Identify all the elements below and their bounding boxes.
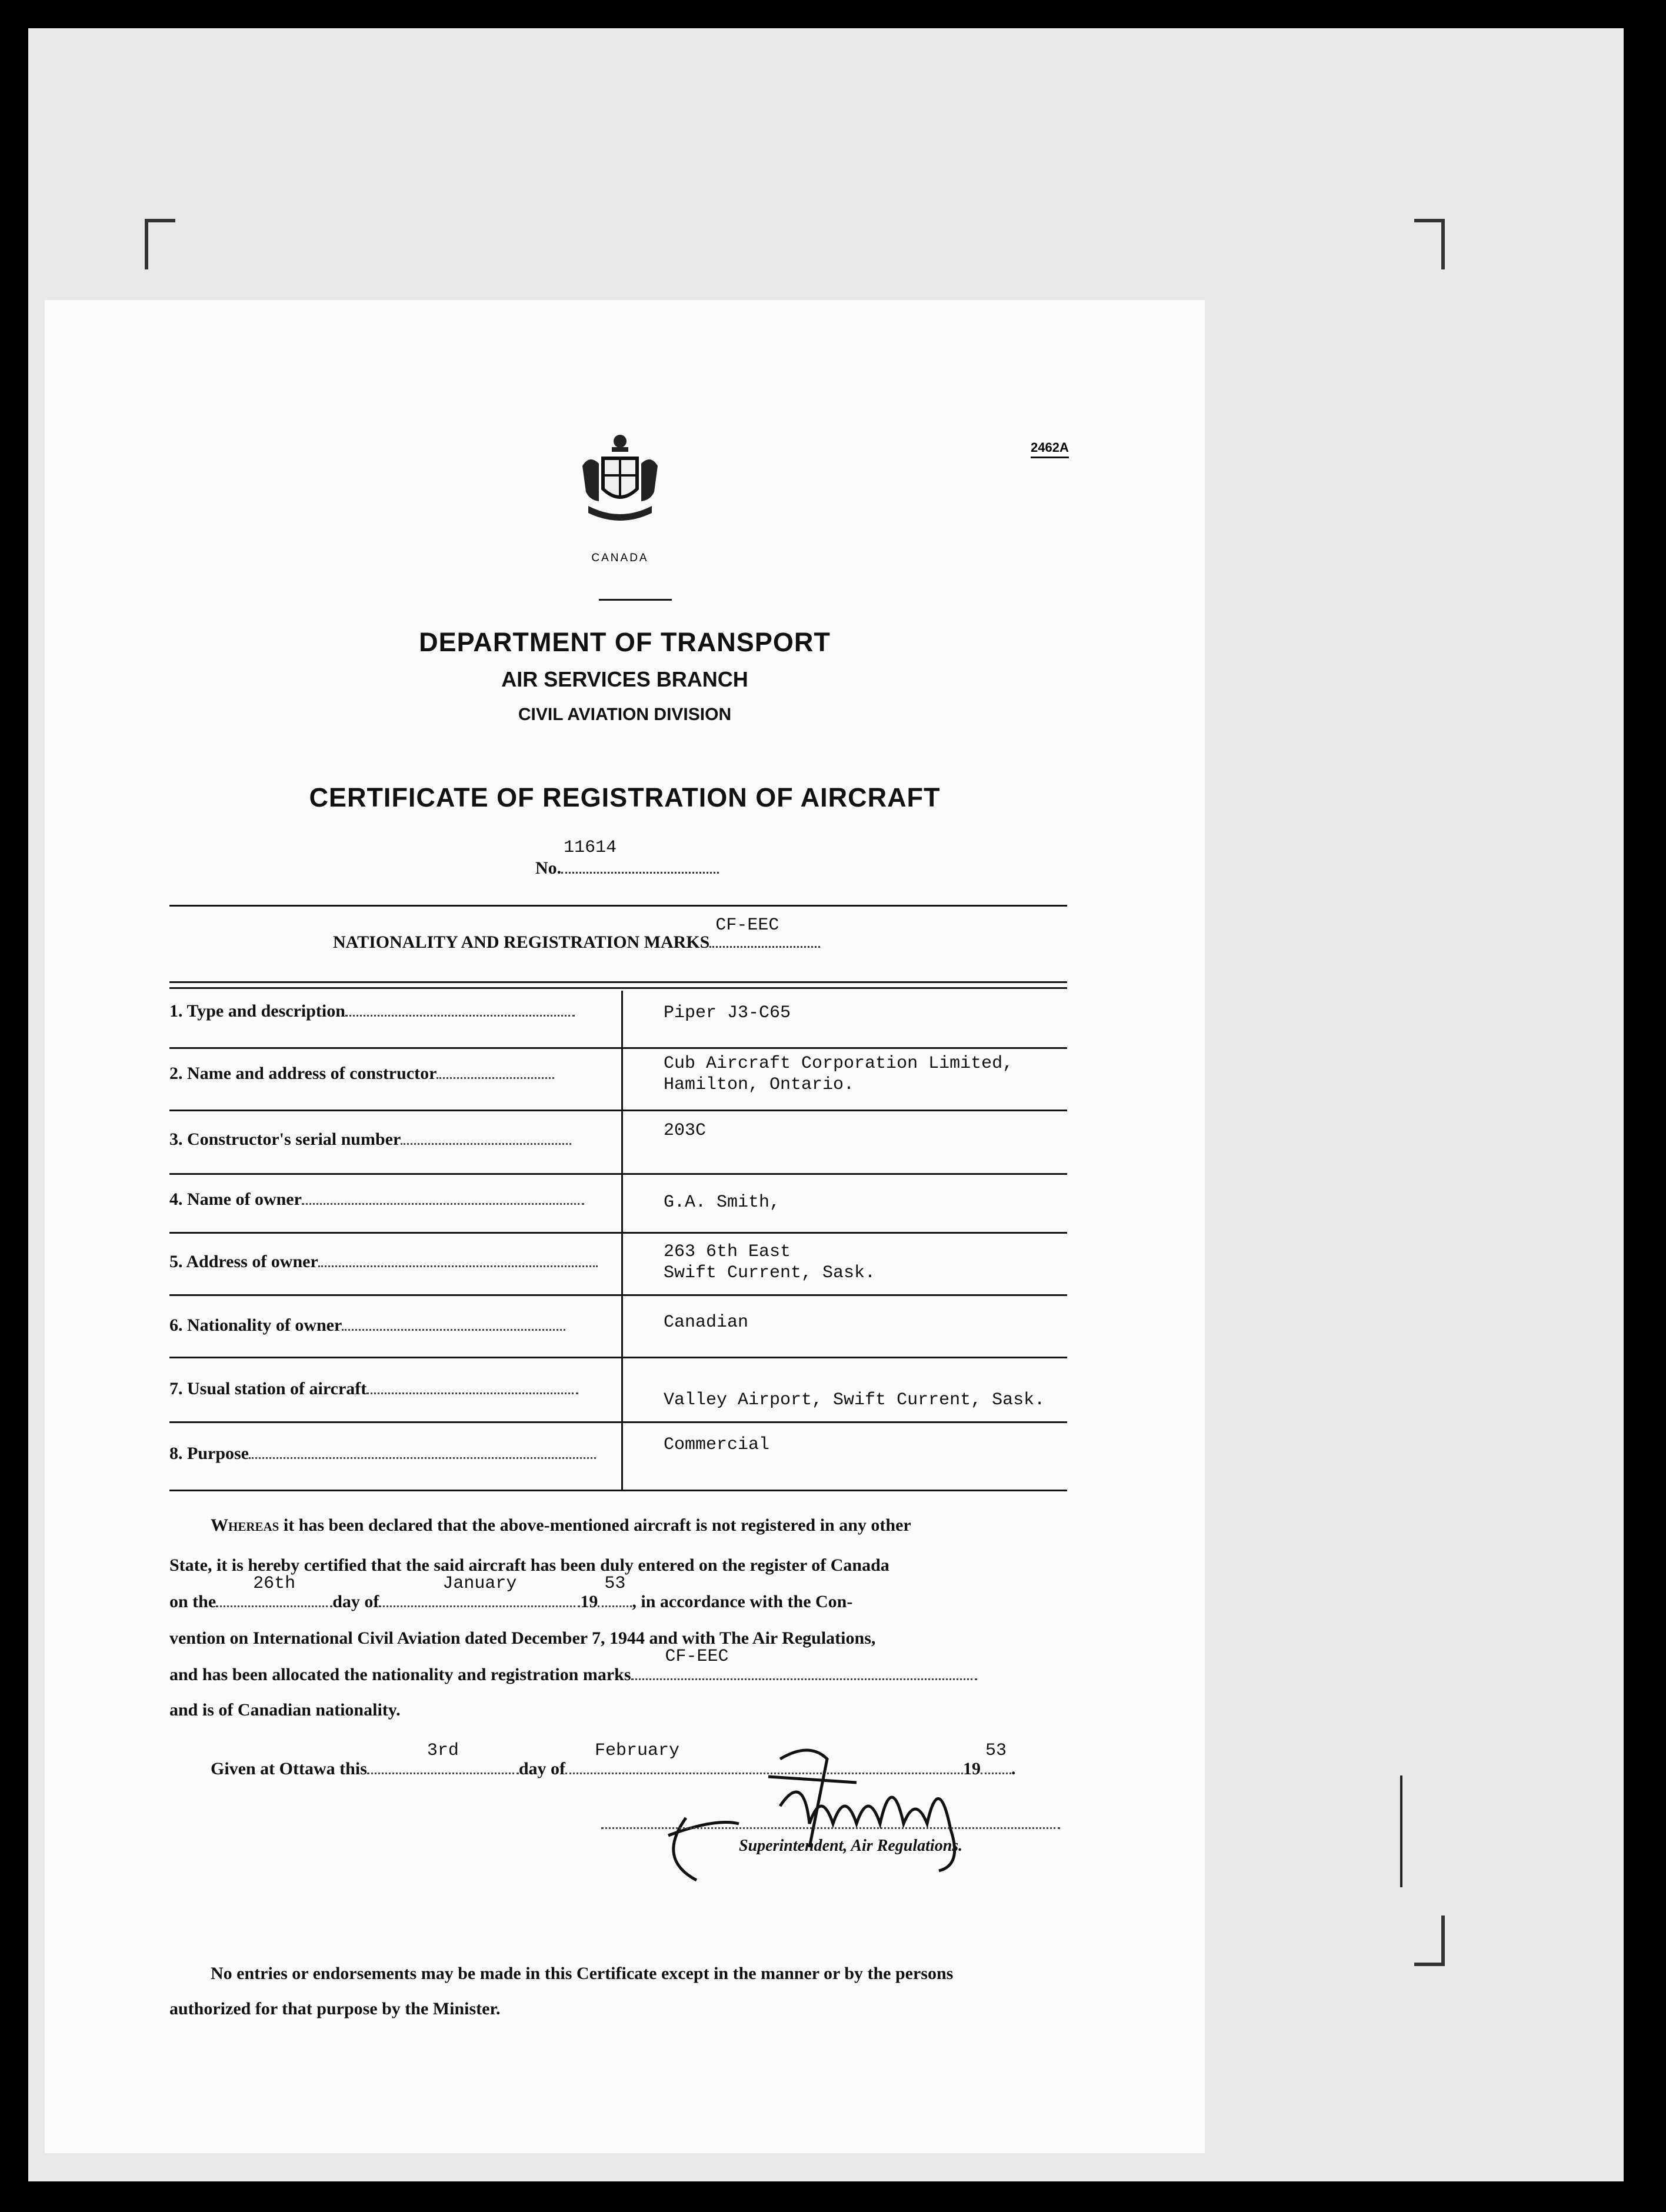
- given-day: 3rd: [427, 1741, 459, 1761]
- declaration-text: it has been declared that the above-mentioned aircraft is not registered in any other: [283, 1515, 911, 1535]
- row-value: Canadian: [664, 1312, 749, 1332]
- rule: [169, 1047, 1067, 1049]
- declaration-line-2: State, it is hereby certified that the said aircraft has been duly entered on the register of Canada: [169, 1555, 889, 1575]
- rule: [169, 905, 1067, 907]
- registered-year: 53: [604, 1574, 626, 1594]
- handwritten-signature: [633, 1735, 1009, 1883]
- declaration-line-3: [169, 1574, 853, 1612]
- signature-line: [601, 1827, 1060, 1829]
- row-value: Commercial: [664, 1435, 770, 1455]
- row-value: 263 6th East Swift Current, Sask.: [664, 1242, 876, 1283]
- row-value: Valley Airport, Swift Current, Sask.: [664, 1390, 1045, 1410]
- row-value: 203C: [664, 1121, 707, 1141]
- declaration-line-6: and is of Canadian nationality.: [169, 1700, 401, 1720]
- year-prefix: 19: [963, 1759, 981, 1778]
- table-row: [169, 1190, 584, 1210]
- row-label: 1. Type and description: [169, 1001, 345, 1021]
- given-year: 53: [985, 1741, 1007, 1761]
- footer-note-line-2: authorized for that purpose by the Minister.: [169, 1999, 501, 2018]
- coat-of-arms-icon: [578, 431, 662, 529]
- table-row: [169, 1001, 575, 1021]
- certificate-page: [45, 300, 1205, 2153]
- table-row: [169, 1315, 565, 1335]
- rule: [169, 1357, 1067, 1358]
- registered-day: 26th: [253, 1574, 296, 1594]
- footer-note-line-1: No entries or endorsements may be made in this Certificate except in the manner or by the persons: [211, 1964, 954, 1983]
- declaration-line-4: vention on International Civil Aviation dated December 7, 1944 and with The Air Regulations,: [169, 1628, 876, 1648]
- table-row: [169, 1252, 598, 1272]
- nationality-marks-value: CF-EEC: [715, 915, 779, 935]
- rule: [169, 1421, 1067, 1423]
- scan-mark: [1400, 1775, 1402, 1887]
- given-month: February: [595, 1741, 680, 1761]
- certificate-number: [535, 838, 719, 878]
- country-label: CANADA: [591, 552, 649, 564]
- table-row: [169, 1444, 596, 1464]
- table-column-divider: [621, 991, 623, 1490]
- declaration-line-5: [169, 1647, 977, 1685]
- row-label: 3. Constructor's serial number: [169, 1130, 401, 1149]
- table-bottom-rule: [169, 1490, 1067, 1491]
- row-value: Cub Aircraft Corporation Limited, Hamilton, Ontario.: [664, 1054, 1014, 1095]
- allocated-marks: CF-EEC: [665, 1647, 729, 1667]
- day-of-label: day of: [518, 1759, 566, 1778]
- day-of-label: day of: [332, 1592, 379, 1611]
- signatory-title: Superintendent, Air Regulations.: [739, 1837, 963, 1855]
- rule: [169, 1232, 1067, 1234]
- on-the-label: on the: [169, 1592, 216, 1611]
- rule: [169, 1173, 1067, 1175]
- divider: [599, 599, 672, 601]
- declaration-text: and has been allocated the nationality and registration marks: [169, 1665, 631, 1684]
- table-row: [169, 1064, 554, 1084]
- table-row: [169, 1130, 571, 1150]
- row-label: 2. Name and address of constructor: [169, 1064, 437, 1083]
- given-end: .: [1011, 1759, 1016, 1778]
- declaration-text: , in accordance with the Con-: [632, 1592, 853, 1611]
- nationality-marks: [333, 915, 820, 952]
- declaration-line-1: [211, 1515, 911, 1535]
- certificate-number-value: 11614: [564, 838, 617, 858]
- year-prefix: 19: [580, 1592, 598, 1611]
- registered-month: January: [442, 1574, 517, 1594]
- certificate-title: CERTIFICATE OF REGISTRATION OF AIRCRAFT: [309, 782, 941, 812]
- whereas-word: Whereas: [211, 1515, 279, 1535]
- given-label: Given at Ottawa this: [211, 1759, 367, 1778]
- crop-mark-top-right: [1414, 219, 1445, 269]
- row-label: 7. Usual station of aircraft: [169, 1379, 367, 1398]
- rule: [169, 1110, 1067, 1111]
- nationality-marks-label: NATIONALITY AND REGISTRATION MARKS: [333, 932, 710, 952]
- form-number: 2462A: [1031, 440, 1069, 458]
- division-heading: CIVIL AVIATION DIVISION: [518, 705, 732, 724]
- crop-mark-top-left: [145, 219, 175, 269]
- crop-mark-bottom-right: [1414, 1915, 1445, 1966]
- rule: [169, 1294, 1067, 1296]
- row-value: Piper J3-C65: [664, 1003, 791, 1023]
- table-top-rule: [169, 981, 1067, 989]
- department-heading: DEPARTMENT OF TRANSPORT: [419, 627, 831, 657]
- certificate-number-label: No.: [535, 858, 562, 878]
- table-row: [169, 1379, 578, 1399]
- branch-heading: AIR SERVICES BRANCH: [501, 667, 748, 691]
- row-label: 4. Name of owner: [169, 1190, 302, 1209]
- row-label: 8. Purpose: [169, 1444, 249, 1463]
- row-label: 6. Nationality of owner: [169, 1315, 342, 1335]
- row-label: 5. Address of owner: [169, 1252, 318, 1271]
- row-value: G.A. Smith,: [664, 1192, 781, 1212]
